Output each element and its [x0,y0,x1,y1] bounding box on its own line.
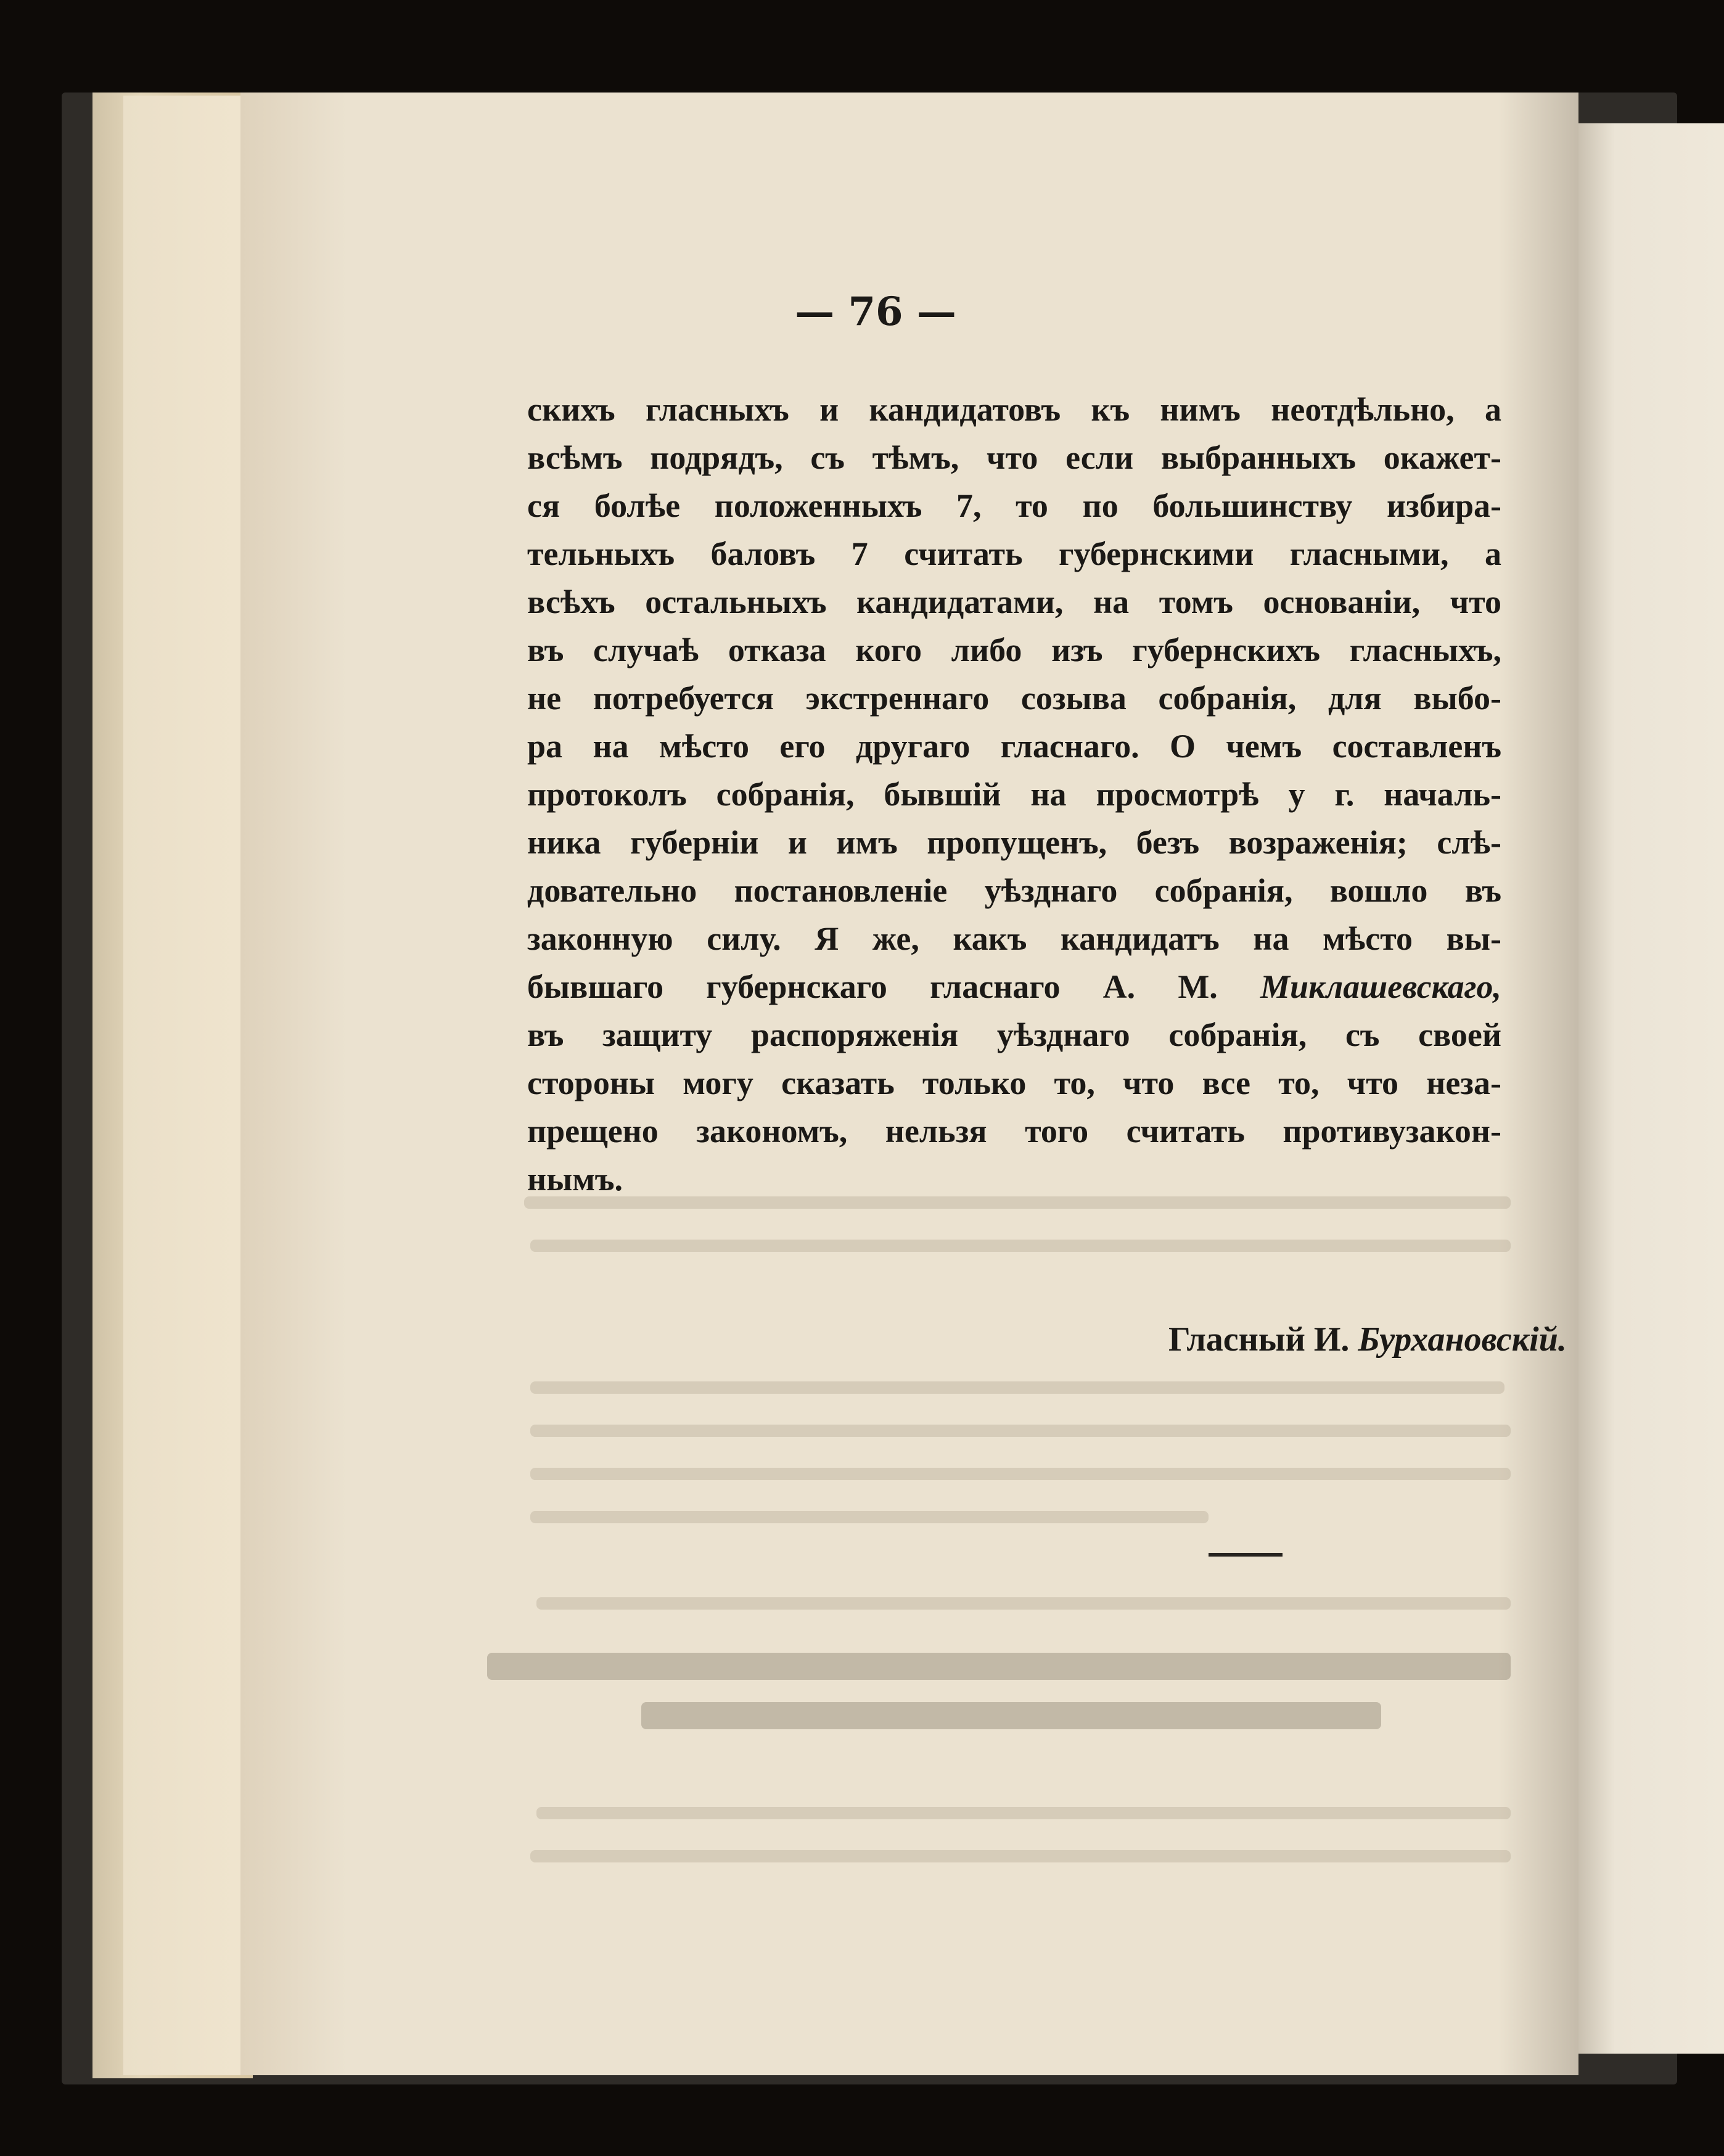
page-number: — 76 — [795,289,956,335]
text-line: законную силу. Я же, какъ кандидатъ на мѣсто вы- [527,920,1501,957]
text-line: нымъ. [527,1161,623,1198]
body-text [527,385,1501,1203]
surname-italic: Миклашевскаго, [1260,968,1501,1005]
text-line: протоколъ собранія, бывшій на просмотрѣ у г. началь- [527,776,1501,813]
bleed-through [536,1597,1511,1610]
text-line: стороны могу сказать только то, что все то, что неза- [527,1064,1501,1101]
text-line: не потребуется экстреннаго созыва собранія, для выбо- [527,680,1501,717]
text-line: въ защиту распоряженія уѣзднаго собранія, съ своей [527,1016,1501,1053]
signature-title: Гласный И. [1168,1320,1350,1359]
text-line: ся болѣе положенныхъ 7, то по большинству избира- [527,487,1501,524]
bleed-through-heading [641,1702,1381,1729]
page-stack-inner-edge [123,96,259,2075]
signature [1168,1320,1567,1359]
bleed-through [530,1381,1504,1394]
text-line: скихъ гласныхъ и кандидатовъ къ нимъ неотдѣльно, а [527,391,1501,428]
bleed-through [530,1240,1511,1252]
text-line: ра на мѣсто его другаго гласнаго. О чемъ составленъ [527,728,1501,765]
text-line: прещено закономъ, нельзя того считать противузакон- [527,1113,1501,1150]
signature-name: Бурхановскій. [1358,1320,1567,1359]
line-prefix: бывшаго губернскаго гласнаго А. М. [527,968,1218,1005]
bleed-through [530,1850,1511,1862]
bleed-through [530,1511,1209,1523]
text-line: всѣхъ остальныхъ кандидатами, на томъ основаніи, что [527,583,1501,620]
bleed-through [530,1468,1511,1480]
section-divider [1209,1553,1283,1557]
text-line: довательно постановленіе уѣзднаго собранія, вошло въ [527,872,1501,909]
bleed-through [536,1807,1511,1819]
text-line-with-name [527,963,1501,1011]
text-line: ника губерніи и имъ пропущенъ, безъ возраженія; слѣ- [527,824,1501,861]
text-line: въ случаѣ отказа кого либо изъ губернскихъ гласныхъ, [527,632,1501,669]
text-line: всѣмъ подрядъ, съ тѣмъ, что если выбранныхъ окажет- [527,439,1501,476]
bleed-through-heading [487,1653,1511,1680]
text-line: тельныхъ баловъ 7 считать губернскими гласными, а [527,535,1501,572]
next-page-edge [1578,123,1724,2054]
book-page [240,93,1578,2075]
bleed-through [530,1425,1511,1437]
